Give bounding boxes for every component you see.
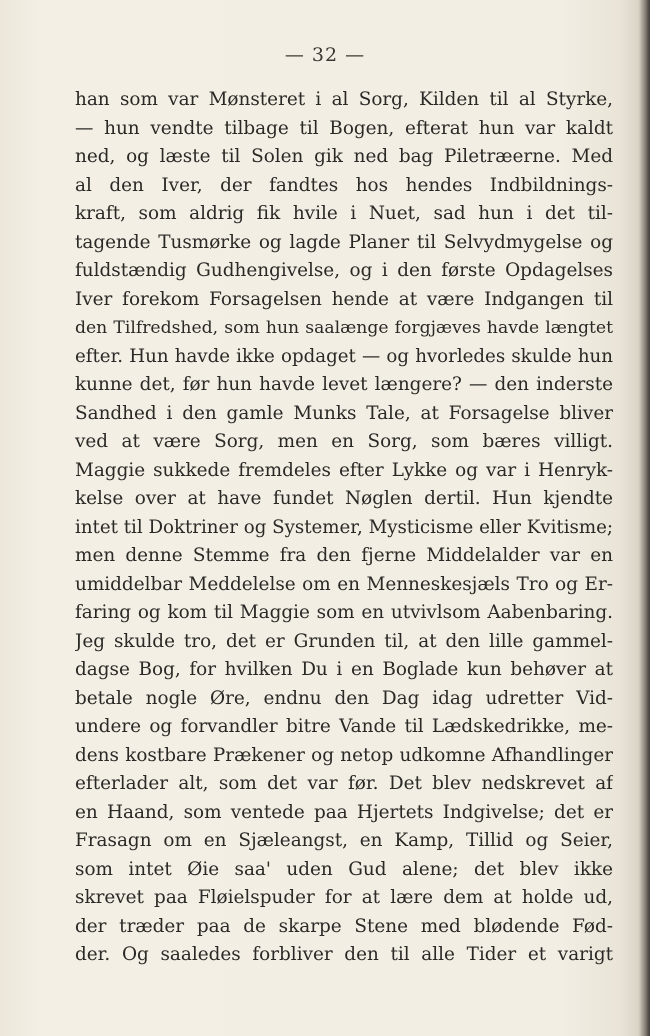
text-line: tagende Tusmørke og lagde Planer til Selvydmygelse og — [75, 231, 613, 253]
text-line: Sandhed i den gamle Munks Tale, at Forsagelse bliver — [75, 402, 613, 424]
text-line: han som var Mønsteret i al Sorg, Kilden til al Styrke, — [75, 89, 613, 110]
text-line: umiddelbar Meddelelse om en Menneskesjæls Tro og Er- — [75, 573, 613, 595]
text-line: faring og kom til Maggie som en utvivlsom Aabenbaring. — [75, 602, 613, 623]
text-line: der træder paa de skarpe Stene med blødende Fød- — [75, 915, 613, 937]
body-text — [75, 86, 613, 970]
page-number: — 32 — — [284, 44, 366, 66]
text-line: Iver forekom Forsagelsen hende at være Indgangen til — [75, 288, 613, 310]
text-line: betale nogle Øre, endnu den Dag idag udretter Vid- — [75, 687, 613, 709]
text-line: men denne Stemme fra den fjerne Middelalder var en — [75, 545, 613, 566]
text-line: Jeg skulde tro, det er Grunden til, at den lille gammel- — [75, 630, 613, 652]
text-line: efterlader alt, som det var før. Det blev nedskrevet af — [75, 773, 613, 794]
text-line: som intet Øie saa' uden Gud alene; det blev ikke — [75, 858, 613, 880]
text-line: fuldstændig Gudhengivelse, og i den første Opdagelses — [75, 260, 613, 281]
text-line: kelse over at have fundet Nøglen dertil. Hun kjendte — [75, 488, 613, 509]
text-line: Frasagn om en Sjæleangst, en Kamp, Tillid og Seier, — [75, 830, 613, 851]
text-line: ned, og læste til Solen gik ned bag Piletræerne. Med — [75, 146, 613, 167]
text-line: dens kostbare Prækener og netop udkomne Afhandlinger — [75, 744, 613, 766]
text-line: efter. Hun havde ikke opdaget — og hvorledes skulde hun — [75, 345, 613, 367]
text-line: — hun vendte tilbage til Bogen, efterat hun var kaldt — [75, 117, 613, 139]
text-line: dagse Bog, for hvilken Du i en Boglade kun behøver at — [75, 659, 613, 680]
text-line: Maggie sukkede fremdeles efter Lykke og var i Henryk- — [75, 459, 613, 481]
text-line: kraft, som aldrig fik hvile i Nuet, sad hun i det til- — [75, 203, 613, 224]
text-line: ved at være Sorg, men en Sorg, som bæres villigt. — [75, 431, 613, 452]
text-line: kunne det, før hun havde levet længere? — den inderste — [75, 374, 613, 395]
text-line: den Tilfredshed, som hun saalænge forgjæves havde længtet — [75, 318, 613, 338]
text-line: intet til Doktriner og Systemer, Mysticisme eller Kvitisme; — [75, 516, 613, 538]
page-edge-shadow — [638, 0, 650, 1036]
text-line: al den Iver, der fandtes hos hendes Indbildnings- — [75, 174, 613, 196]
text-line: undere og forvandler bitre Vande til Lædskedrikke, me- — [75, 716, 613, 737]
text-line: der. Og saaledes forbliver den til alle Tider et varigt — [75, 944, 613, 965]
text-line: skrevet paa Fløielspuder for at lære dem at holde ud, — [75, 887, 613, 908]
text-line: en Haand, som ventede paa Hjertets Indgivelse; det er — [75, 801, 613, 823]
